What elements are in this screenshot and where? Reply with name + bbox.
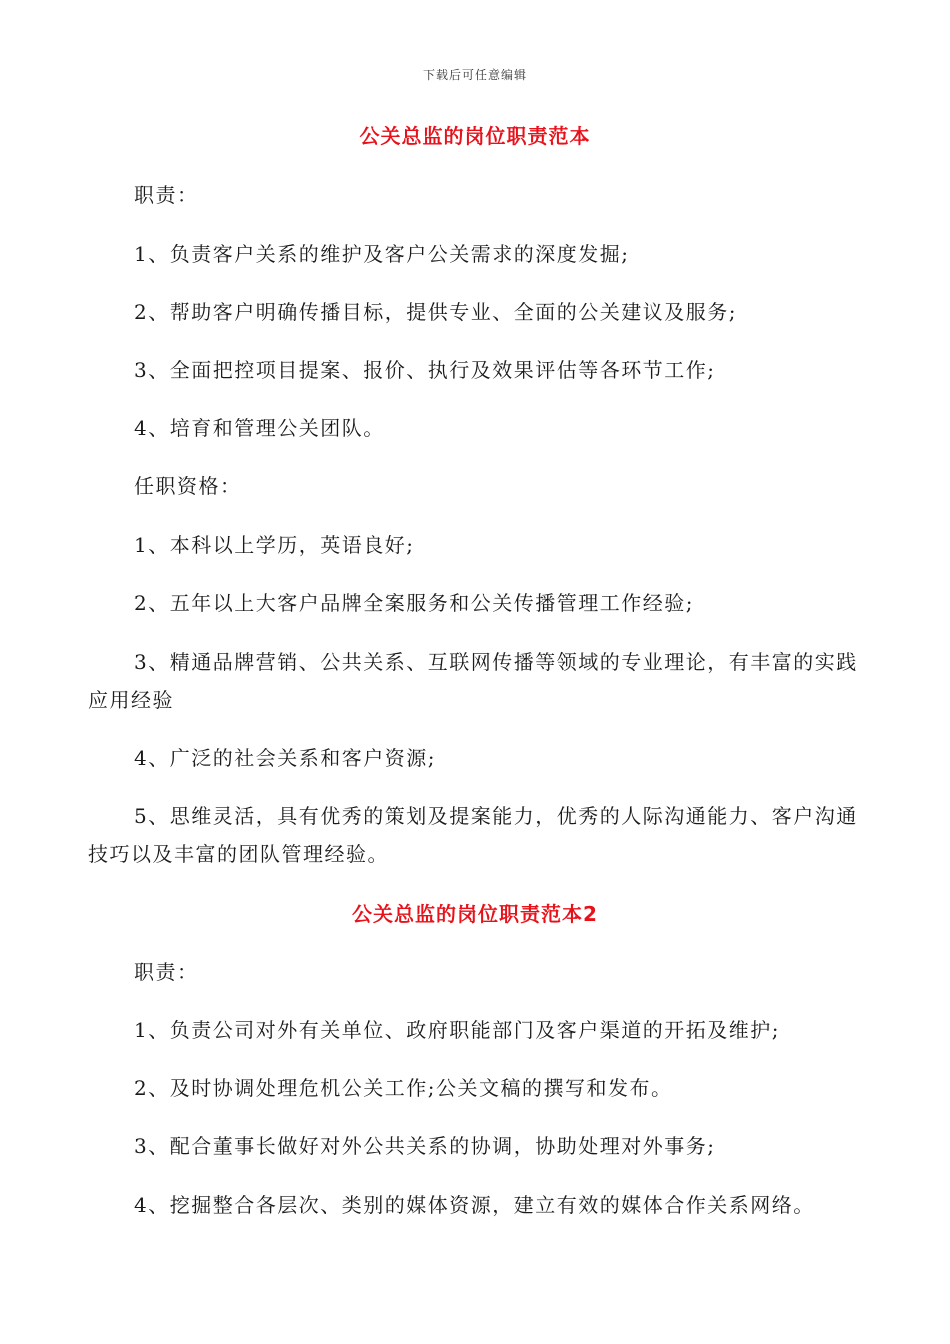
section-1-qualifications-label: 任职资格： <box>134 474 242 498</box>
section-1-qualification-2: 2、五年以上大客户品牌全案服务和公关传播管理工作经验; <box>134 591 694 615</box>
section-2-duty-1: 1、负责公司对外有关单位、政府职能部门及客户渠道的开拓及维护; <box>134 1018 780 1042</box>
section-1-qualification-4: 4、广泛的社会关系和客户资源; <box>134 746 436 770</box>
section-2-duty-2: 2、及时协调处理危机公关工作;公关文稿的撰写和发布。 <box>134 1076 673 1100</box>
page-header: 下载后可任意编辑 <box>422 68 527 82</box>
section-2-title: 公关总监的岗位职责范本2 <box>352 902 598 926</box>
section-1-duty-1: 1、负责客户关系的维护及客户公关需求的深度发掘; <box>134 242 630 266</box>
section-1-title: 公关总监的岗位职责范本 <box>359 124 591 148</box>
section-1-qualification-5: 5、思维灵活，具有优秀的策划及提案能力，优秀的人际沟通能力、客户沟通技巧以及丰富的团队管理经验。 <box>88 804 858 866</box>
section-2-duty-3: 3、配合董事长做好对外公共关系的协调，协助处理对外事务; <box>134 1134 716 1158</box>
section-1-qualification-3: 3、精通品牌营销、公共关系、互联网传播等领域的专业理论，有丰富的实践应用经验 <box>88 650 858 712</box>
section-1-duty-2: 2、帮助客户明确传播目标，提供专业、全面的公关建议及服务; <box>134 300 737 324</box>
section-1-duty-3: 3、全面把控项目提案、报价、执行及效果评估等各环节工作; <box>134 358 716 382</box>
section-1-qualification-1: 1、本科以上学历，英语良好; <box>134 533 415 557</box>
section-1-duties-label: 职责： <box>134 183 199 207</box>
section-1-duty-4: 4、培育和管理公关团队。 <box>134 416 385 440</box>
section-2-duties-label: 职责： <box>134 960 199 984</box>
section-2-duty-4: 4、挖掘整合各层次、类别的媒体资源，建立有效的媒体合作关系网络。 <box>134 1193 815 1217</box>
